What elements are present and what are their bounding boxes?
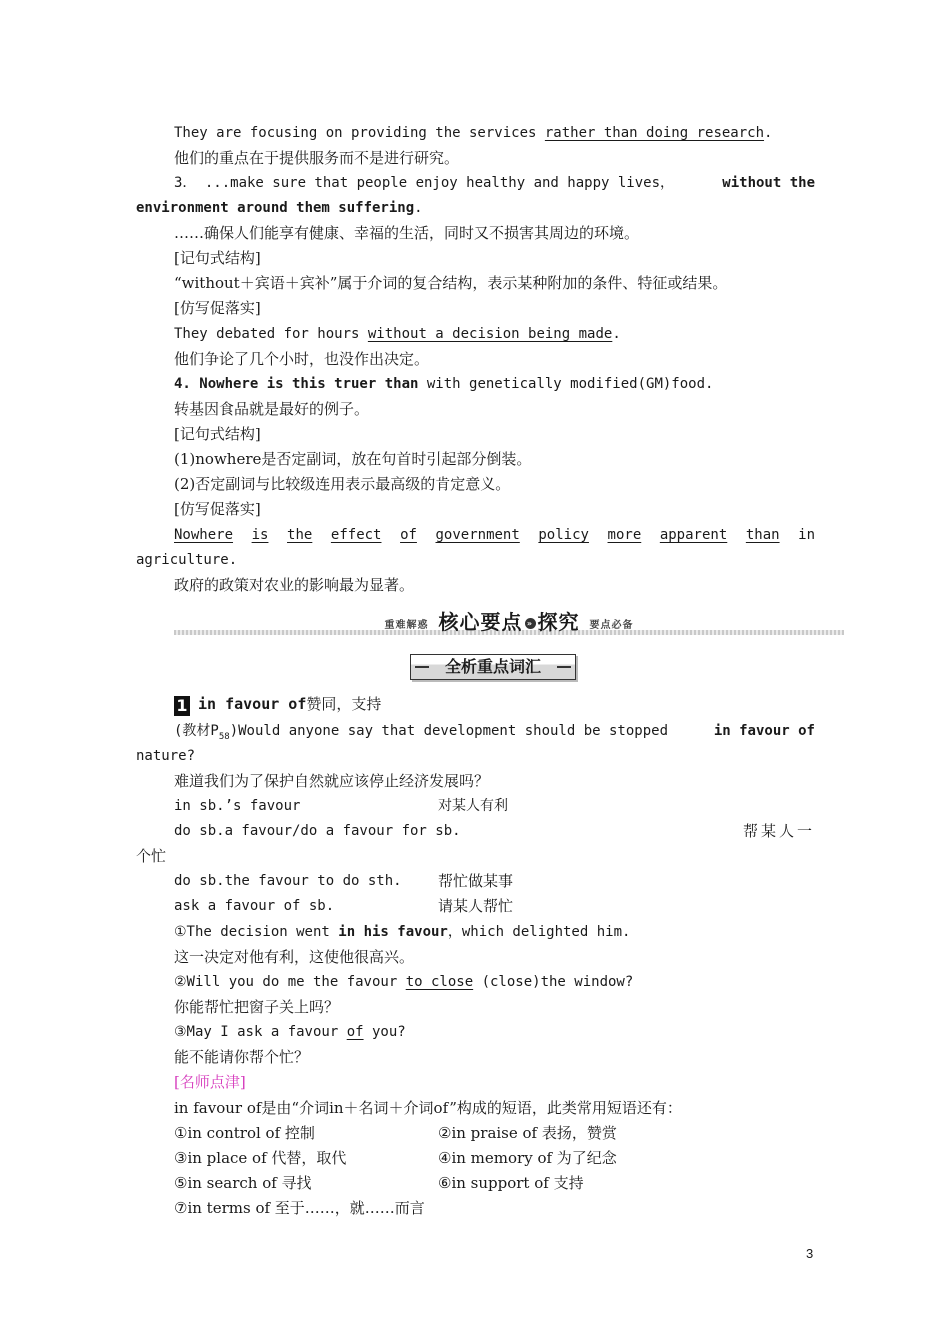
phrase-meaning: 帮某人一 — [742, 822, 815, 840]
banner-title — [174, 606, 844, 635]
bold-text: in his favour — [338, 924, 448, 940]
imitation-sentence-1 — [174, 322, 815, 347]
answer-word: more — [607, 527, 642, 543]
underlined-answer: without a decision being made — [367, 326, 613, 342]
section-label: [记句式结构] — [174, 249, 261, 267]
imitation-sentence-2 — [174, 523, 815, 548]
phrase-row — [174, 869, 815, 894]
item-heading — [174, 692, 815, 717]
section-banner — [174, 604, 844, 640]
phrase-item: ④in memory of 为了纪念 — [438, 1149, 617, 1167]
text: ①The decision went — [174, 924, 339, 940]
text: They debated for hours — [174, 326, 368, 342]
bold-text: in favour of — [713, 723, 815, 739]
section-label: [仿写促落实] — [174, 299, 261, 317]
phrase: do sb.the favour to do sth. — [174, 873, 402, 889]
phrase-meaning: 请某人帮忙 — [438, 897, 514, 915]
item-meaning: 赞同，支持 — [306, 695, 382, 713]
item-number-badge: 1 — [174, 696, 190, 716]
phrase: do sb.a favour/do a favour for sb. — [174, 823, 461, 839]
text: (教材P — [174, 723, 219, 739]
answer-word: of — [400, 527, 417, 543]
teacher-tip-label: [名师点津] — [174, 1073, 246, 1091]
sentence-4 — [174, 372, 815, 397]
structure-note-1: (1)nowhere是否定副词，放在句首时引起部分倒装。 — [174, 450, 532, 468]
section-label: [记句式结构] — [174, 425, 261, 443]
text: you? — [363, 1024, 406, 1040]
answer-word: policy — [538, 527, 589, 543]
text: ，which delighted him. — [447, 924, 631, 940]
underlined-answer: to close — [405, 974, 474, 990]
phrase-list-row — [174, 1196, 815, 1221]
phrase-meaning: 对某人有利 — [438, 798, 508, 814]
banner-main-1: 核心要点 — [438, 610, 523, 634]
phrase-list-row — [174, 1171, 815, 1196]
text: )Would anyone say that development should be stopped — [229, 723, 668, 739]
translation-3: ……确保人们能享有健康、幸福的生活，同时又不损害其周边的环境。 — [174, 224, 640, 242]
phrase-row — [174, 819, 815, 844]
page-ref: 58 — [218, 731, 230, 742]
text: ②Will you do me the favour — [174, 974, 406, 990]
imitation-sentence-2-cont: agriculture. — [136, 552, 238, 568]
sentence-3-line-2 — [136, 196, 815, 221]
example-sentence-1 — [174, 121, 815, 146]
text: 3． ...make sure that people enjoy healthy and happy lives， — [174, 175, 675, 191]
answer-word: apparent — [659, 527, 728, 543]
answer-word: the — [287, 527, 313, 543]
structure-note-2: (2)否定副词与比较级连用表示最高级的肯定意义。 — [174, 475, 511, 493]
translation: 政府的政策对农业的影响最为显著。 — [174, 576, 415, 594]
bold-text: without the — [722, 175, 815, 191]
answer-word: Nowhere — [174, 527, 234, 543]
phrase-item: ⑦in terms of 至于……，就……而言 — [174, 1199, 425, 1217]
underlined-answer: of — [346, 1024, 364, 1040]
phrase-meaning: 帮忙做某事 — [438, 872, 514, 890]
answer-word: effect — [330, 527, 382, 543]
subsection-title: 全析重点词汇 — [410, 654, 576, 680]
phrase: in sb.’s favour — [174, 798, 301, 814]
item-phrase: in favour of — [198, 695, 307, 713]
translation-4: 转基因食品就是最好的例子。 — [174, 400, 370, 418]
text: with genetically modified(GM)food. — [418, 376, 714, 392]
translation: 能不能请你帮个忙？ — [174, 1048, 310, 1066]
answer-word: is — [251, 527, 269, 543]
phrase-item: ⑤in search of 寻找 — [174, 1174, 312, 1192]
phrase-item: ③in place of 代替，取代 — [174, 1149, 347, 1167]
text: (close)the window? — [473, 974, 634, 990]
phrase-row — [174, 794, 815, 819]
translation: 他们争论了几个小时，也没作出决定。 — [174, 350, 430, 368]
example-2 — [174, 970, 815, 995]
answer-word: than — [745, 527, 780, 543]
text: . — [612, 326, 621, 342]
bold-text: environment around them suffering — [136, 200, 415, 216]
text: They are focusing on providing the services — [174, 125, 545, 141]
underlined-answer: rather than doing research — [544, 125, 765, 141]
section-label: [仿写促落实] — [174, 500, 261, 518]
text: . — [414, 200, 423, 216]
structure-note: “without＋宾语＋宾补”属于介词的复合结构，表示某种附加的条件、特征或结果。 — [174, 274, 728, 292]
page-number: 3 — [806, 1246, 814, 1261]
banner-right-label: 要点必备 — [589, 620, 634, 631]
sentence-3-line-1 — [174, 171, 815, 196]
phrase-item: ⑥in support of 支持 — [438, 1174, 584, 1192]
translation: 你能帮忙把窗子关上吗？ — [174, 998, 340, 1016]
phrase-row — [174, 894, 815, 919]
bold-text: 4. Nowhere is this truer than — [174, 376, 419, 392]
translation: 这一决定对他有利，这使他很高兴。 — [174, 948, 415, 966]
example-3 — [174, 1020, 815, 1045]
phrase-meaning-cont: 个忙 — [136, 847, 167, 865]
textbook-example-cont: nature? — [136, 748, 196, 764]
banner-left-label: 重难解惑 — [384, 620, 429, 631]
text: . — [764, 125, 773, 141]
example-1 — [174, 920, 815, 945]
answer-word: government — [435, 527, 520, 543]
translation: 难道我们为了保护自然就应该停止经济发展吗？ — [174, 772, 490, 790]
banner-main-2: 探究 — [537, 610, 580, 634]
translation-1: 他们的重点在于提供服务而不是进行研究。 — [174, 149, 460, 167]
phrase-list-row — [174, 1146, 815, 1171]
arrow-icon: » — [525, 618, 536, 629]
text: ③May I ask a favour — [174, 1024, 347, 1040]
tip-text: in favour of是由“介词in＋名词＋介词of”构成的短语，此类常用短语还有： — [174, 1099, 682, 1117]
phrase: ask a favour of sb. — [174, 898, 335, 914]
text: in — [798, 527, 815, 543]
phrase-list-row — [174, 1121, 815, 1146]
phrase-item: ①in control of 控制 — [174, 1124, 315, 1142]
phrase-item: ②in praise of 表扬，赞赏 — [438, 1124, 617, 1142]
